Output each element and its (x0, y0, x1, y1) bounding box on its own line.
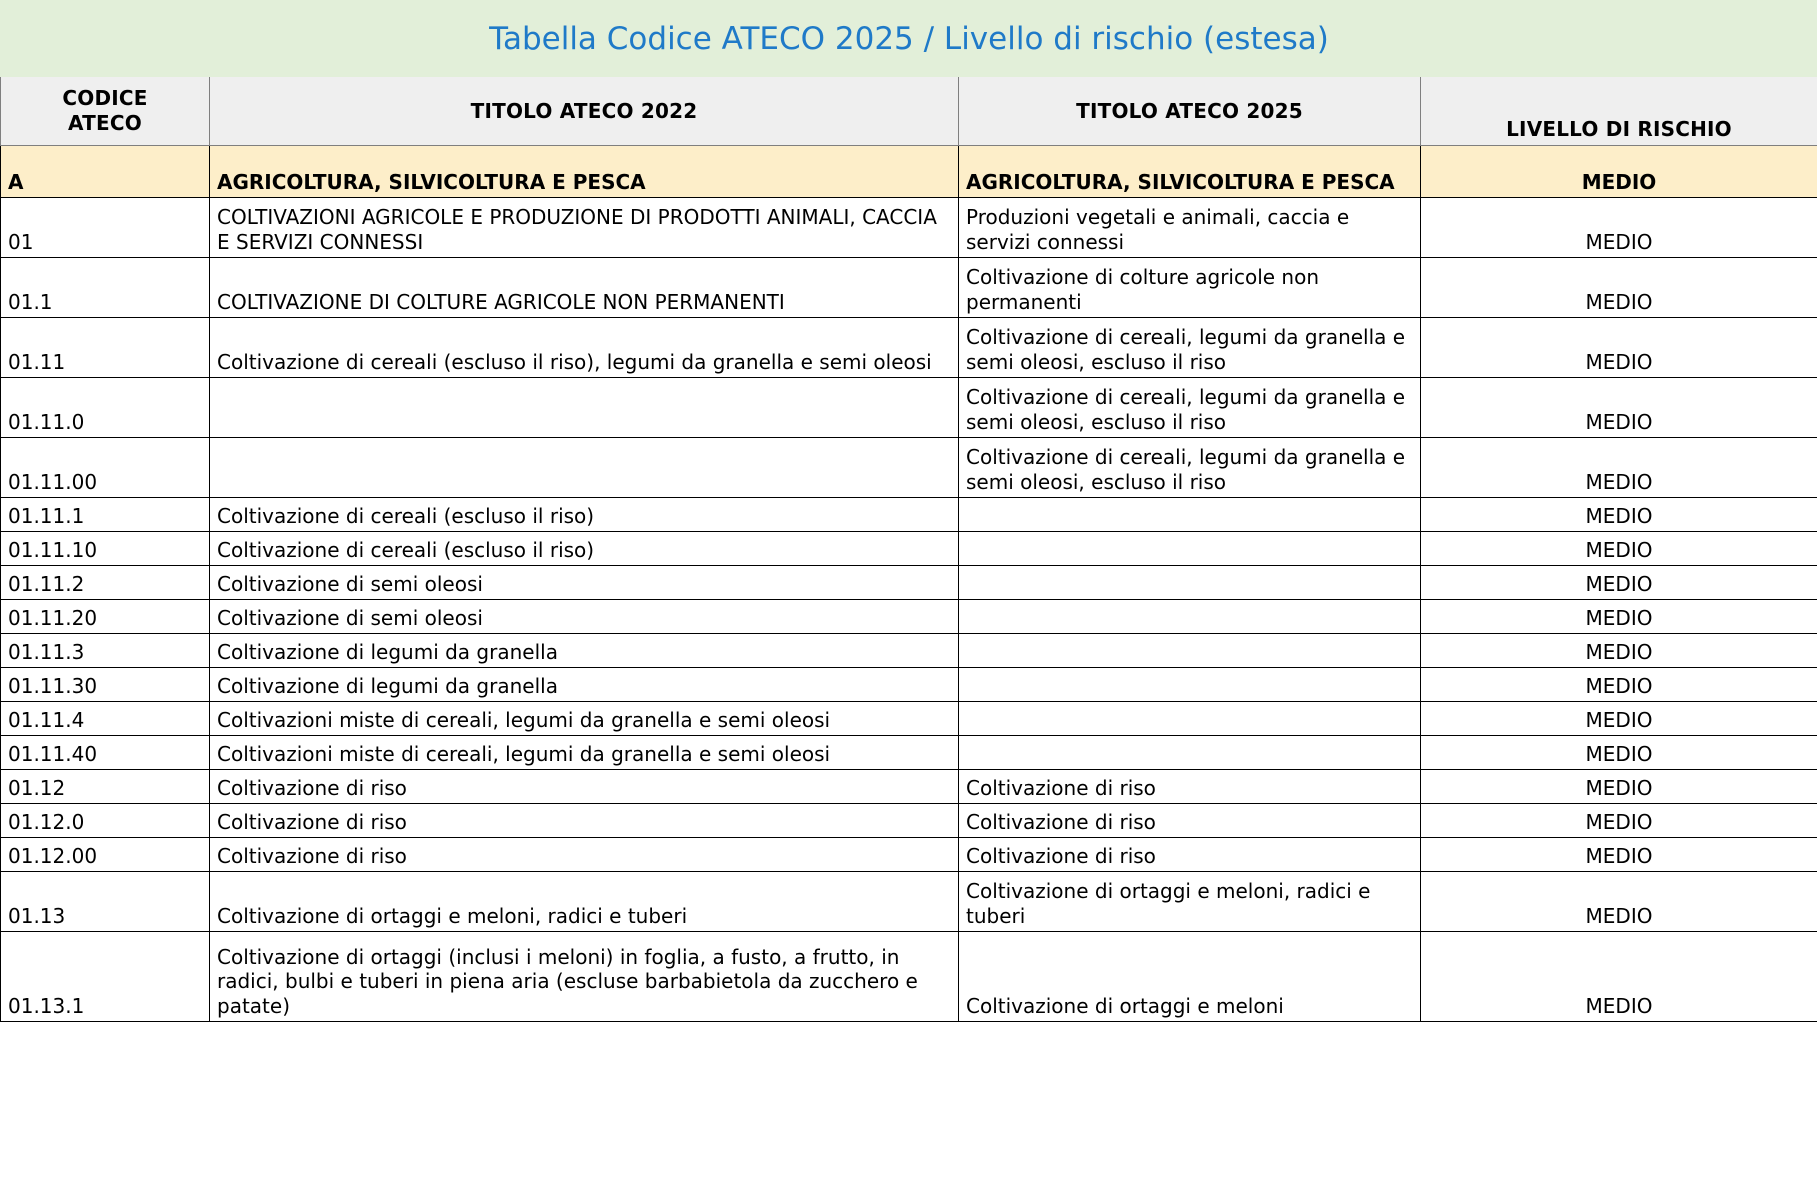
cell-livello-rischio[interactable]: MEDIO (1421, 838, 1817, 872)
cell-titolo-2025[interactable]: Coltivazione di riso (959, 838, 1421, 872)
cell-titolo-2025[interactable]: Coltivazione di ortaggi e meloni (959, 932, 1421, 1022)
cell-codice-ateco[interactable]: 01.11.1 (1, 498, 210, 532)
table-row[interactable] (1, 258, 1817, 318)
cell-titolo-2022[interactable]: AGRICOLTURA, SILVICOLTURA E PESCA (210, 146, 959, 198)
cell-livello-rischio[interactable]: MEDIO (1421, 258, 1817, 318)
cell-titolo-2025[interactable]: Coltivazione di ortaggi e meloni, radici e tuberi (959, 872, 1421, 932)
table-row[interactable] (1, 378, 1817, 438)
cell-titolo-2025[interactable]: Coltivazione di riso (959, 770, 1421, 804)
column-header-codice-ateco[interactable] (1, 77, 210, 146)
cell-titolo-2025[interactable]: Coltivazione di colture agricole non permanenti (959, 258, 1421, 318)
cell-livello-rischio[interactable]: MEDIO (1421, 932, 1817, 1022)
column-header-codice-line2: ATECO (68, 111, 142, 135)
cell-codice-ateco[interactable]: 01.11.0 (1, 378, 210, 438)
cell-titolo-2025[interactable] (959, 532, 1421, 566)
cell-livello-rischio[interactable]: MEDIO (1421, 872, 1817, 932)
table-body (1, 1, 1817, 1022)
cell-livello-rischio[interactable]: MEDIO (1421, 702, 1817, 736)
table-row[interactable] (1, 566, 1817, 600)
cell-titolo-2025[interactable]: AGRICOLTURA, SILVICOLTURA E PESCA (959, 146, 1421, 198)
cell-livello-rischio[interactable]: MEDIO (1421, 566, 1817, 600)
cell-codice-ateco[interactable]: 01.13.1 (1, 932, 210, 1022)
cell-codice-ateco[interactable]: 01.12.0 (1, 804, 210, 838)
column-header-codice-line1: CODICE (62, 86, 148, 110)
cell-livello-rischio[interactable]: MEDIO (1421, 146, 1817, 198)
cell-livello-rischio[interactable]: MEDIO (1421, 770, 1817, 804)
cell-titolo-2025[interactable]: Coltivazione di cereali, legumi da granella e semi oleosi, escluso il riso (959, 438, 1421, 498)
cell-titolo-2025[interactable] (959, 736, 1421, 770)
cell-titolo-2025[interactable] (959, 668, 1421, 702)
cell-titolo-2025[interactable] (959, 566, 1421, 600)
cell-codice-ateco[interactable]: 01.11.2 (1, 566, 210, 600)
table-row[interactable] (1, 600, 1817, 634)
table-row[interactable] (1, 146, 1817, 198)
cell-codice-ateco[interactable]: 01.11.10 (1, 532, 210, 566)
cell-livello-rischio[interactable]: MEDIO (1421, 668, 1817, 702)
cell-codice-ateco[interactable]: 01 (1, 198, 210, 258)
table-row[interactable] (1, 736, 1817, 770)
table-row[interactable] (1, 702, 1817, 736)
cell-titolo-2025[interactable] (959, 702, 1421, 736)
cell-codice-ateco[interactable]: 01.11.3 (1, 634, 210, 668)
cell-livello-rischio[interactable]: MEDIO (1421, 438, 1817, 498)
cell-titolo-2025[interactable] (959, 634, 1421, 668)
column-header-titolo-ateco-2025[interactable]: TITOLO ATECO 2025 (959, 77, 1421, 146)
table-row[interactable] (1, 770, 1817, 804)
cell-titolo-2022[interactable]: Coltivazione di riso (210, 770, 959, 804)
cell-livello-rischio[interactable]: MEDIO (1421, 600, 1817, 634)
cell-titolo-2025[interactable]: Coltivazione di cereali, legumi da granella e semi oleosi, escluso il riso (959, 318, 1421, 378)
table-title-row (1, 1, 1817, 77)
table-title: Tabella Codice ATECO 2025 / Livello di rischio (estesa) (1, 1, 1817, 77)
cell-codice-ateco[interactable]: 01.11.4 (1, 702, 210, 736)
cell-titolo-2025[interactable] (959, 498, 1421, 532)
cell-titolo-2025[interactable]: Produzioni vegetali e animali, caccia e servizi connessi (959, 198, 1421, 258)
cell-titolo-2022[interactable]: COLTIVAZIONE DI COLTURE AGRICOLE NON PERMANENTI (210, 258, 959, 318)
cell-titolo-2022[interactable] (210, 378, 959, 438)
cell-codice-ateco[interactable]: 01.12 (1, 770, 210, 804)
cell-titolo-2022[interactable]: Coltivazione di riso (210, 804, 959, 838)
cell-titolo-2022[interactable]: Coltivazione di semi oleosi (210, 600, 959, 634)
table-row[interactable] (1, 318, 1817, 378)
cell-titolo-2022[interactable]: COLTIVAZIONI AGRICOLE E PRODUZIONE DI PRODOTTI ANIMALI, CACCIA E SERVIZI CONNESSI (210, 198, 959, 258)
cell-codice-ateco[interactable]: 01.12.00 (1, 838, 210, 872)
cell-titolo-2022[interactable]: Coltivazione di semi oleosi (210, 566, 959, 600)
table-row[interactable] (1, 438, 1817, 498)
cell-titolo-2022[interactable]: Coltivazione di ortaggi e meloni, radici e tuberi (210, 872, 959, 932)
cell-livello-rischio[interactable]: MEDIO (1421, 634, 1817, 668)
cell-titolo-2025[interactable]: Coltivazione di cereali, legumi da granella e semi oleosi, escluso il riso (959, 378, 1421, 438)
cell-livello-rischio[interactable]: MEDIO (1421, 198, 1817, 258)
cell-titolo-2022[interactable]: Coltivazione di riso (210, 838, 959, 872)
table-row[interactable] (1, 532, 1817, 566)
cell-titolo-2022[interactable]: Coltivazione di cereali (escluso il riso) (210, 532, 959, 566)
cell-codice-ateco[interactable]: 01.11.00 (1, 438, 210, 498)
cell-titolo-2025[interactable]: Coltivazione di riso (959, 804, 1421, 838)
cell-livello-rischio[interactable]: MEDIO (1421, 318, 1817, 378)
cell-codice-ateco[interactable]: 01.11 (1, 318, 210, 378)
column-header-titolo-ateco-2022[interactable]: TITOLO ATECO 2022 (210, 77, 959, 146)
table-row[interactable] (1, 804, 1817, 838)
cell-codice-ateco[interactable]: 01.1 (1, 258, 210, 318)
table-row[interactable] (1, 198, 1817, 258)
table-header-row (1, 77, 1817, 146)
table-row[interactable] (1, 498, 1817, 532)
cell-titolo-2022[interactable]: Coltivazione di ortaggi (inclusi i meloni) in foglia, a fusto, a frutto, in radici, bulbi e tuberi in piena aria (escluse barbabietola da zucchero e patate) (210, 932, 959, 1022)
cell-titolo-2022[interactable]: Coltivazioni miste di cereali, legumi da granella e semi oleosi (210, 736, 959, 770)
cell-titolo-2025[interactable] (959, 600, 1421, 634)
table-row[interactable] (1, 872, 1817, 932)
cell-livello-rischio[interactable]: MEDIO (1421, 498, 1817, 532)
cell-codice-ateco[interactable]: A (1, 146, 210, 198)
cell-titolo-2022[interactable]: Coltivazione di cereali (escluso il riso), legumi da granella e semi oleosi (210, 318, 959, 378)
table-row[interactable] (1, 634, 1817, 668)
cell-titolo-2022[interactable]: Coltivazione di legumi da granella (210, 668, 959, 702)
table-row[interactable] (1, 838, 1817, 872)
table-row[interactable] (1, 932, 1817, 1022)
cell-codice-ateco[interactable]: 01.11.30 (1, 668, 210, 702)
cell-livello-rischio[interactable]: MEDIO (1421, 804, 1817, 838)
cell-titolo-2022[interactable]: Coltivazione di legumi da granella (210, 634, 959, 668)
cell-titolo-2022[interactable]: Coltivazione di cereali (escluso il riso) (210, 498, 959, 532)
cell-livello-rischio[interactable]: MEDIO (1421, 532, 1817, 566)
column-header-livello-di-rischio[interactable]: LIVELLO DI RISCHIO (1421, 77, 1817, 146)
cell-codice-ateco[interactable]: 01.11.40 (1, 736, 210, 770)
cell-codice-ateco[interactable]: 01.11.20 (1, 600, 210, 634)
cell-titolo-2022[interactable]: Coltivazioni miste di cereali, legumi da granella e semi oleosi (210, 702, 959, 736)
cell-livello-rischio[interactable]: MEDIO (1421, 736, 1817, 770)
table-row[interactable] (1, 668, 1817, 702)
cell-titolo-2022[interactable] (210, 438, 959, 498)
cell-codice-ateco[interactable]: 01.13 (1, 872, 210, 932)
cell-livello-rischio[interactable]: MEDIO (1421, 378, 1817, 438)
